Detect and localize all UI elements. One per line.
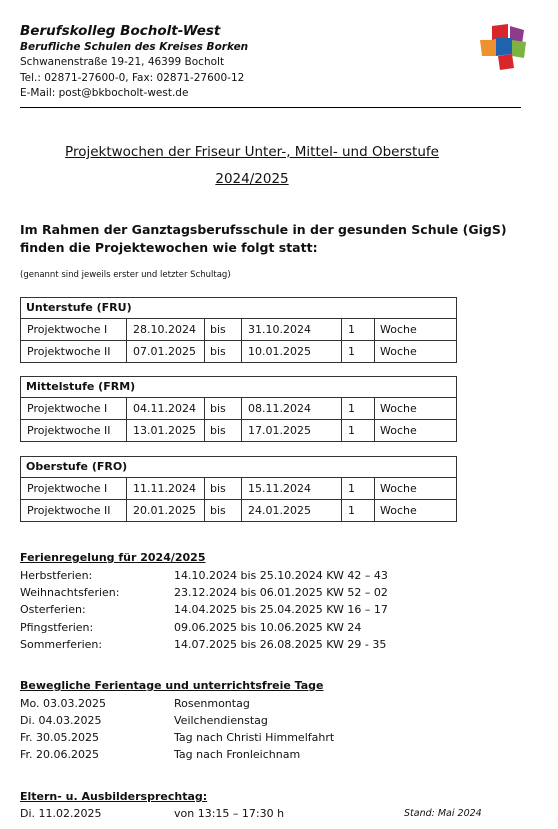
row-bis: bis bbox=[210, 424, 226, 437]
beweglich-heading: Bewegliche Ferientage und unterrichtsfreie Tage bbox=[20, 679, 324, 692]
ferien-value: 23.12.2024 bis 06.01.2025 KW 52 – 02 bbox=[174, 586, 388, 599]
row-count: 1 bbox=[348, 323, 355, 336]
row-start: 13.01.2025 bbox=[133, 424, 196, 437]
school-name: Berufskolleg Bocholt-West bbox=[20, 23, 221, 39]
row-unit: Woche bbox=[380, 323, 417, 336]
group-heading: Mittelstufe (FRM) bbox=[21, 377, 456, 398]
row-unit: Woche bbox=[380, 482, 417, 495]
ferien-heading: Ferienregelung für 2024/2025 bbox=[20, 551, 206, 564]
row-label: Projektwoche I bbox=[27, 482, 108, 495]
list-item bbox=[20, 697, 500, 714]
group-heading: Oberstufe (FRO) bbox=[21, 457, 456, 478]
row-end: 08.11.2024 bbox=[248, 402, 311, 415]
ferien-name: Weihnachtsferien: bbox=[20, 586, 120, 599]
row-start: 04.11.2024 bbox=[133, 402, 196, 415]
row-bis: bis bbox=[210, 402, 226, 415]
list-item bbox=[20, 603, 500, 620]
row-label: Projektwoche II bbox=[27, 424, 111, 437]
row-bis: bis bbox=[210, 323, 226, 336]
ferien-name: Sommerferien: bbox=[20, 638, 103, 651]
list-item bbox=[20, 714, 500, 731]
ferien-value: 14.07.2025 bis 26.08.2025 KW 29 - 35 bbox=[174, 638, 387, 651]
day-date: Mo. 03.03.2025 bbox=[20, 697, 107, 710]
school-email: E-Mail: post@bkbocholt-west.de bbox=[20, 87, 189, 99]
list-item bbox=[20, 748, 500, 765]
table-row bbox=[21, 500, 456, 522]
row-count: 1 bbox=[348, 424, 355, 437]
letterhead bbox=[20, 22, 520, 102]
table-row bbox=[21, 478, 456, 500]
row-unit: Woche bbox=[380, 402, 417, 415]
table-row bbox=[21, 398, 456, 420]
school-logo-icon bbox=[478, 24, 528, 74]
ferien-name: Herbstferien: bbox=[20, 569, 93, 582]
row-count: 1 bbox=[348, 504, 355, 517]
row-unit: Woche bbox=[380, 504, 417, 517]
group-table-mittelstufe bbox=[20, 376, 457, 442]
row-end: 15.11.2024 bbox=[248, 482, 311, 495]
intro-text bbox=[20, 221, 507, 257]
row-end: 10.01.2025 bbox=[248, 345, 311, 358]
table-row bbox=[21, 420, 456, 442]
row-count: 1 bbox=[348, 402, 355, 415]
list-item bbox=[20, 621, 500, 638]
day-name: Tag nach Christi Himmelfahrt bbox=[174, 731, 335, 744]
row-unit: Woche bbox=[380, 345, 417, 358]
intro-note: (genannt sind jeweils erster und letzter Schultag) bbox=[20, 270, 231, 280]
table-row bbox=[21, 341, 456, 363]
list-item bbox=[20, 569, 500, 586]
document-stand: Stand: Mai 2024 bbox=[404, 808, 482, 819]
row-end: 31.10.2024 bbox=[248, 323, 311, 336]
row-bis: bis bbox=[210, 482, 226, 495]
day-name: Tag nach Fronleichnam bbox=[174, 748, 301, 761]
list-item bbox=[20, 638, 500, 655]
group-table-oberstufe bbox=[20, 456, 457, 522]
ferien-name: Osterferien: bbox=[20, 603, 86, 616]
row-label: Projektwoche II bbox=[27, 504, 111, 517]
row-label: Projektwoche I bbox=[27, 323, 108, 336]
intro-line-1: Im Rahmen der Ganztagsberufsschule in der gesunden Schule (GigS) bbox=[20, 222, 507, 237]
row-bis: bis bbox=[210, 345, 226, 358]
row-start: 07.01.2025 bbox=[133, 345, 196, 358]
row-count: 1 bbox=[348, 482, 355, 495]
group-heading: Unterstufe (FRU) bbox=[21, 298, 456, 319]
sprechtag-date: Di. 11.02.2025 bbox=[20, 807, 102, 820]
ferien-value: 14.10.2024 bis 25.10.2024 KW 42 – 43 bbox=[174, 569, 388, 582]
row-bis: bis bbox=[210, 504, 226, 517]
day-date: Fr. 20.06.2025 bbox=[20, 748, 100, 761]
header-divider bbox=[20, 107, 521, 108]
table-row bbox=[21, 319, 456, 341]
row-start: 20.01.2025 bbox=[133, 504, 196, 517]
group-table-unterstufe bbox=[20, 297, 457, 363]
intro-line-2: finden die Projektewochen wie folgt statt: bbox=[20, 240, 318, 255]
school-phone: Tel.: 02871-27600-0, Fax: 02871-27600-12 bbox=[20, 71, 245, 84]
row-label: Projektwoche II bbox=[27, 345, 111, 358]
list-item bbox=[20, 586, 500, 603]
ferien-value: 09.06.2025 bis 10.06.2025 KW 24 bbox=[174, 621, 362, 634]
row-label: Projektwoche I bbox=[27, 402, 108, 415]
row-start: 11.11.2024 bbox=[133, 482, 196, 495]
school-subtitle: Berufliche Schulen des Kreises Borken bbox=[20, 41, 249, 53]
row-start: 28.10.2024 bbox=[133, 323, 196, 336]
sprechtag-heading: Eltern- u. Ausbildersprechtag: bbox=[20, 790, 208, 803]
sprechtag-time: von 13:15 – 17:30 h bbox=[174, 807, 285, 820]
page-title: Projektwochen der Friseur Unter-, Mittel- und Oberstufe bbox=[65, 144, 439, 160]
day-name: Veilchendienstag bbox=[174, 714, 268, 727]
day-date: Di. 04.03.2025 bbox=[20, 714, 102, 727]
list-item bbox=[20, 731, 500, 748]
row-end: 24.01.2025 bbox=[248, 504, 311, 517]
page-title-year: 2024/2025 bbox=[215, 171, 289, 187]
row-end: 17.01.2025 bbox=[248, 424, 311, 437]
row-count: 1 bbox=[348, 345, 355, 358]
school-address: Schwanenstraße 19-21, 46399 Bocholt bbox=[20, 56, 225, 68]
ferien-name: Pfingstferien: bbox=[20, 621, 94, 634]
day-date: Fr. 30.05.2025 bbox=[20, 731, 100, 744]
ferien-value: 14.04.2025 bis 25.04.2025 KW 16 – 17 bbox=[174, 603, 388, 616]
day-name: Rosenmontag bbox=[174, 697, 250, 710]
row-unit: Woche bbox=[380, 424, 417, 437]
